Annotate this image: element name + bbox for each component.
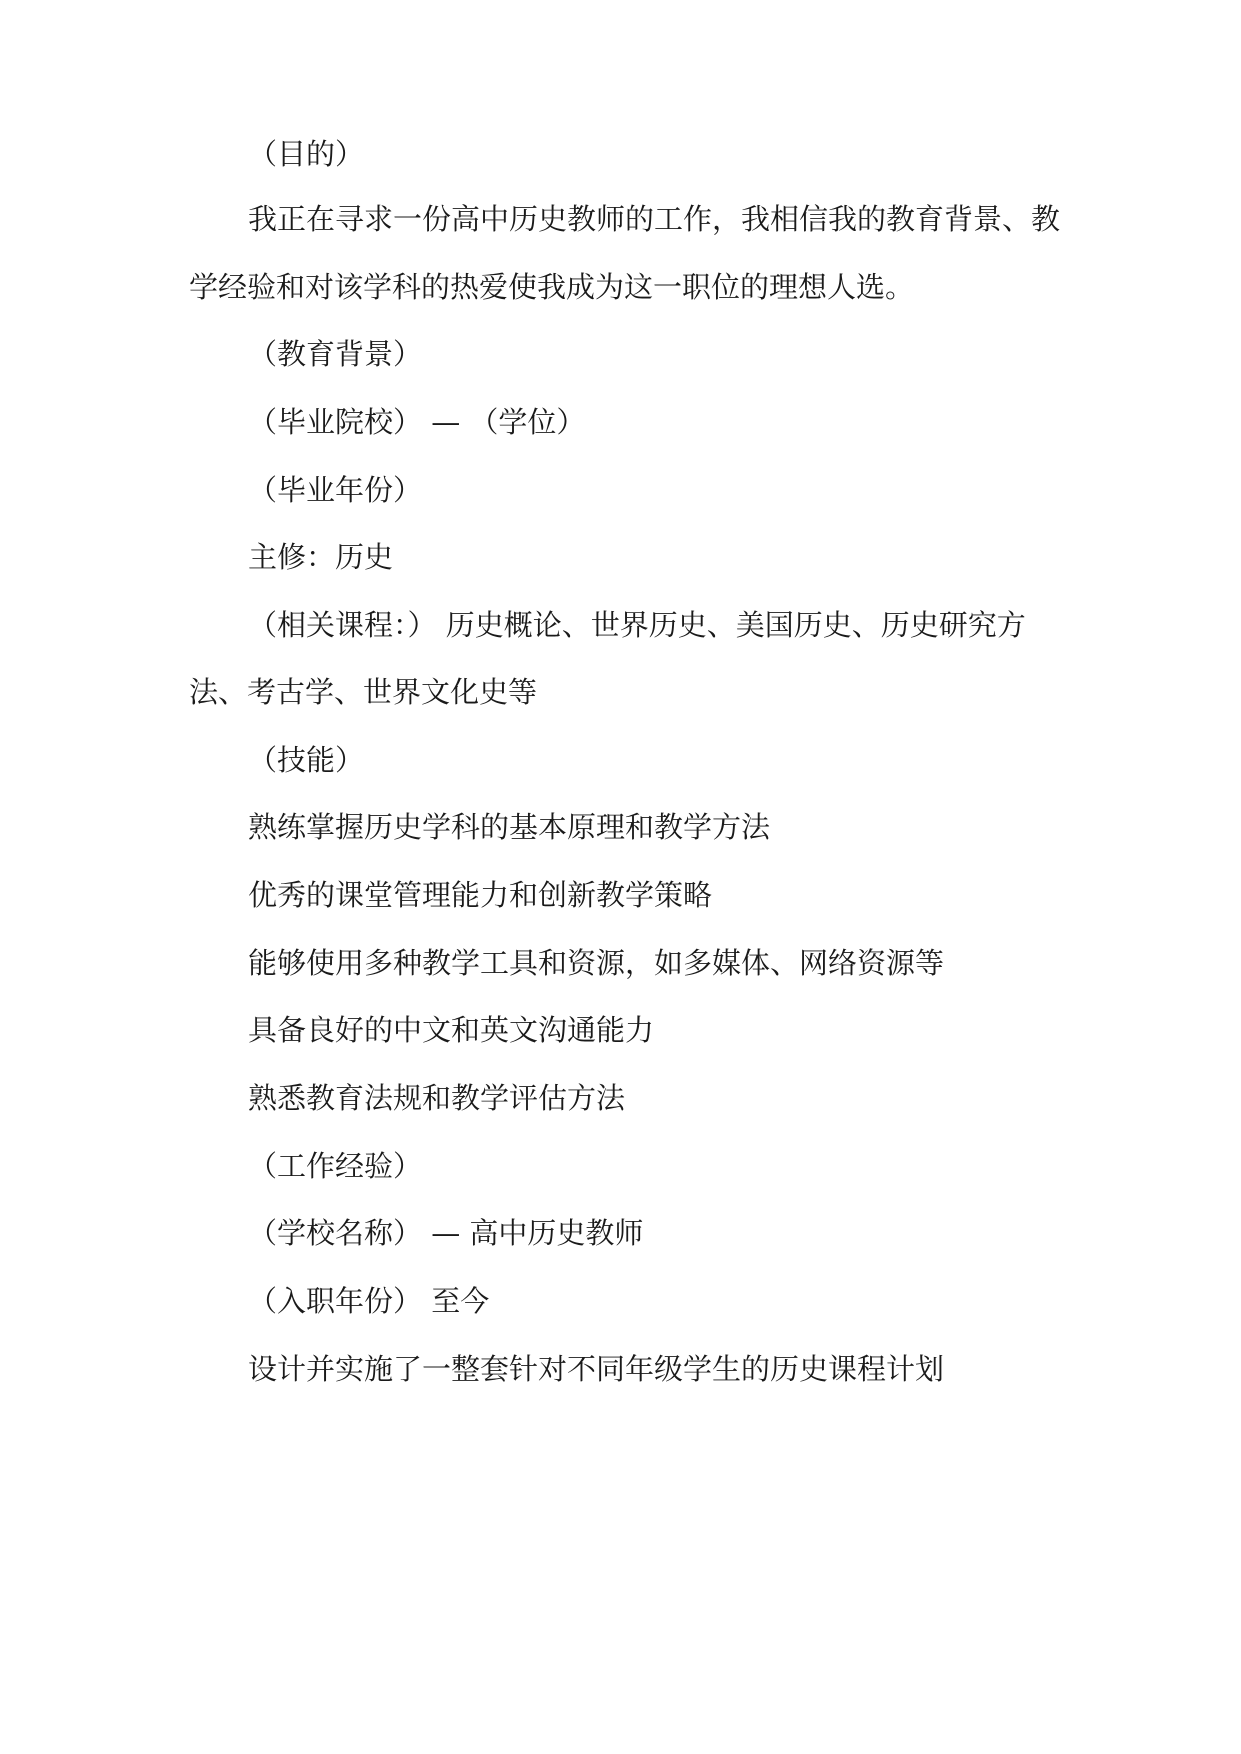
education-courses-line: （相关课程：） 历史概论、世界历史、美国历史、历史研究方	[248, 608, 1026, 642]
section-heading-objective: （目的）	[248, 137, 365, 171]
section-heading-education: （教育背景）	[248, 337, 423, 371]
education-graduation-year: （毕业年份）	[248, 473, 423, 507]
skill-item: 优秀的课堂管理能力和创新教学策略	[248, 878, 713, 912]
skill-item: 熟悉教育法规和教学评估方法	[248, 1081, 626, 1115]
education-major: 主修：历史	[248, 540, 394, 574]
experience-duty: 设计并实施了一整套针对不同年级学生的历史课程计划	[248, 1352, 945, 1386]
objective-line: 学经验和对该学科的热爱使我成为这一职位的理想人选。	[189, 270, 915, 304]
skill-item: 具备良好的中文和英文沟通能力	[248, 1013, 655, 1047]
skill-item: 熟练掌握历史学科的基本原理和教学方法	[248, 810, 771, 844]
section-heading-skills: （技能）	[248, 743, 365, 777]
experience-period: （入职年份） 至今	[248, 1284, 490, 1318]
skill-item: 能够使用多种教学工具和资源，如多媒体、网络资源等	[248, 946, 945, 980]
objective-line: 我正在寻求一份高中历史教师的工作，我相信我的教育背景、教	[248, 202, 1061, 236]
education-school-degree: （毕业院校） — （学位）	[248, 405, 586, 439]
experience-school-title: （学校名称） — 高中历史教师	[248, 1216, 644, 1250]
education-courses-line: 法、考古学、世界文化史等	[189, 675, 538, 709]
section-heading-experience: （工作经验）	[248, 1149, 423, 1183]
